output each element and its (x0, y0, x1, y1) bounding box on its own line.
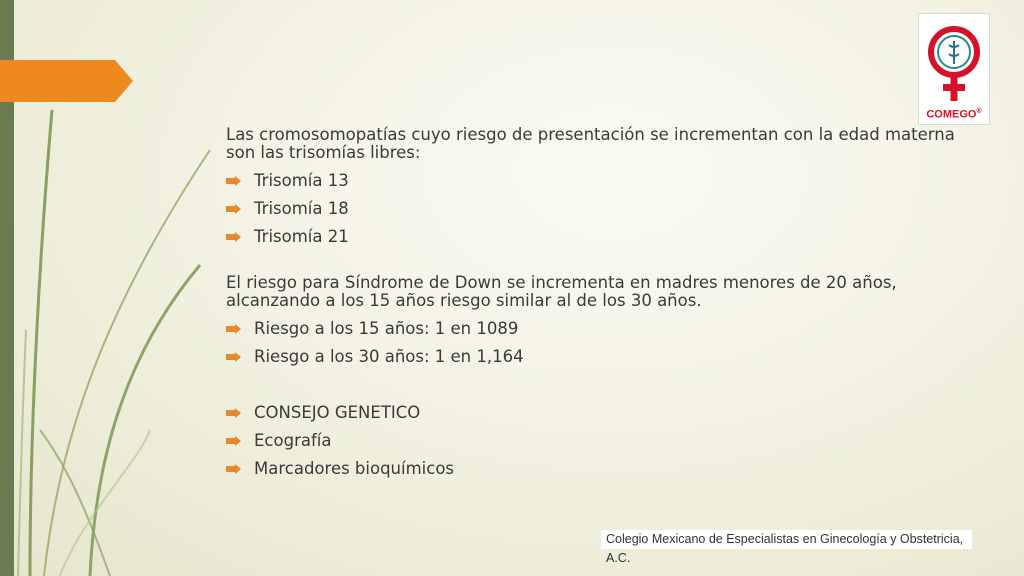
list-item (226, 404, 966, 422)
slide-content (226, 126, 966, 478)
list-item (226, 348, 966, 366)
marcadores-bioquimicos: Marcadores bioquímicos (254, 459, 455, 478)
decorative-grass-strokes (0, 0, 240, 576)
trisomy-18: Trisomía 18 (254, 199, 349, 218)
risk-paragraph: El riesgo para Síndrome de Down se incrementa en madres menores de 20 años, alcanzando a los 15 años riesgo similar al de los 30 años. (226, 273, 897, 310)
consejo-genetico: CONSEJO GENETICO (254, 403, 421, 422)
arrow-bullet-icon (226, 436, 241, 446)
list-item (226, 460, 966, 478)
list-item (226, 200, 966, 218)
risk-15-years: Riesgo a los 15 años: 1 en 1089 (254, 319, 519, 338)
arrow-bullet-icon (226, 232, 241, 242)
trisomy-21: Trisomía 21 (254, 227, 349, 246)
intro-paragraph: Las cromosomopatías cuyo riesgo de presentación se incrementan con la edad materna son las trisomías libres: (226, 125, 955, 162)
ecografia: Ecografía (254, 431, 332, 450)
list-item (226, 432, 966, 450)
venus-caduceus-icon (919, 14, 989, 109)
comego-logo (918, 13, 990, 125)
footer-caption: Colegio Mexicano de Especialistas en Ginecología y Obstetricia, A.C. (601, 530, 972, 549)
risk-30-years: Riesgo a los 30 años: 1 en 1,164 (254, 347, 524, 366)
arrow-bullet-icon (226, 352, 241, 362)
list-item (226, 172, 966, 190)
list-item (226, 320, 966, 338)
arrow-bullet-icon (226, 324, 241, 334)
logo-name: COMEGO (926, 109, 977, 121)
trisomy-13: Trisomía 13 (254, 171, 349, 190)
registered-mark: ® (976, 108, 982, 116)
arrow-bullet-icon (226, 204, 241, 214)
spacer (226, 366, 966, 394)
spacer (226, 246, 966, 274)
arrow-bullet-icon (226, 176, 241, 186)
list-item (226, 228, 966, 246)
logo-wordmark (919, 108, 989, 121)
arrow-bullet-icon (226, 408, 241, 418)
arrow-bullet-icon (226, 464, 241, 474)
